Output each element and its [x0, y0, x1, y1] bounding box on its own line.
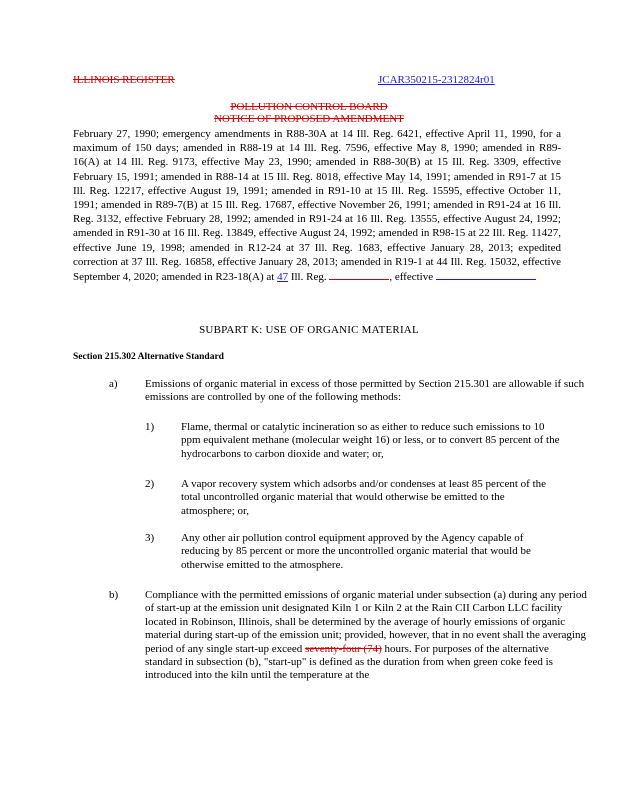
- agency-title: POLLUTION CONTROL BOARD: [230, 101, 388, 113]
- paragraph-a-text: Emissions of organic material in excess of those permitted by Section 215.301 are allowable if such emissions are controlled by one of the following methods:: [145, 378, 585, 404]
- document-id[interactable]: JCAR350215-2312824r01: [378, 74, 495, 86]
- item-2-text: A vapor recovery system which adsorbs and/or condenses at least 85 percent of the total uncontrolled organic material that would otherwise be emitted to the atmosphere; or,: [181, 478, 547, 517]
- item-3-text: Any other air pollution control equipment approved by the Agency capable of reducing by 85 percent or more the uncontrolled organic material that would be otherwise emitted to the atmosphere.: [181, 532, 531, 571]
- item-1-label: 1): [145, 421, 155, 433]
- paragraph-b-label: b): [109, 589, 119, 601]
- register-header: ILLINOIS REGISTER: [73, 74, 175, 86]
- effective-date-blank: [436, 269, 536, 280]
- history-note: [73, 127, 561, 284]
- paragraph-b-after: hours. For purposes of the alternative standard in subsection (b), "start-up" is defined as the duration from when green coke feed is introduced into the kiln until the temperature at the: [145, 642, 553, 682]
- paragraph-a-label: a): [109, 378, 118, 390]
- item-1-text: Flame, thermal or catalytic incineration so as either to reduce such emissions to 10 ppm equivalent methane (molecular weight 16) or less, or to convert 85 percent of the hydrocarbons to carbon dioxide and water; or,: [181, 421, 560, 460]
- paragraph-b-before: Compliance with the permitted emissions of organic material under subsection (a) during any period of start-up at the emission unit designated Kiln 1 or Kiln 2 at the Rain CII Carbon LLC facility located in Robinson, Illinois, shall be determined by the average of hourly emissions of organic material during start-up of the emission unit; provided, however, that in no event shall the averaging period of any single start-up exceed: [145, 589, 587, 655]
- item-3-label: 3): [145, 532, 155, 544]
- inserted-volume: 47: [277, 271, 289, 284]
- reg-text: Ill. Reg.: [290, 271, 327, 284]
- subpart-heading: SUBPART K: USE OF ORGANIC MATERIAL: [199, 324, 419, 336]
- section-heading: Section 215.302 Alternative Standard: [73, 352, 224, 362]
- deleted-hours: seventy-four (74): [305, 642, 382, 655]
- history-text: February 27, 1990; emergency amendments in R88-30A at 14 Ill. Reg. 6421, effective April 11, 1990, for a maximum of 150 days; amended in R88-19 at 14 Ill. Reg. 7596, effective May 8, 1990; amended in R89-16(A) at 14 Ill. Reg. 9173, effective May 23, 1990; amended in R88-30(B) at 15 Ill. Reg. 3309, effective February 15, 1991; amended in R88-14 at 15 Ill. Reg. 8018, effective May 14, 1991; amended in R91-7 at 15 Ill. Reg. 12217, effective August 19, 1991; amended in R91-10 at 15 Ill. Reg. 15595, effective October 11, 1991; amended in R89-7(B) at 15 Ill. Reg. 17687, effective November 26, 1991; amended in R91-24 at 16 Ill. Reg. 3132, effective February 28, 1992; amended in R91-24 at 16 Ill. Reg. 13555, effective August 24, 1992; amended in R91-30 at 16 Ill. Reg. 13849, effective August 24, 1992; amended in R98-15 at 22 Ill. Reg. 11427, effective June 19, 1998; amended in R12-24 at 37 Ill. Reg. 1683, effective January 28, 2013; expedited correction at 37 Ill. Reg. 16858, effective January 28, 2013; amended in R19-1 at 44 Ill. Reg. 15032, effective September 4, 2020; amended in R23-18(A) at: [73, 128, 561, 284]
- effective-text: , effective: [389, 271, 434, 284]
- reg-page-blank: [329, 269, 389, 280]
- item-2-label: 2): [145, 478, 155, 490]
- paragraph-b-text: [145, 589, 587, 683]
- notice-title: NOTICE OF PROPOSED AMENDMENT: [214, 113, 404, 125]
